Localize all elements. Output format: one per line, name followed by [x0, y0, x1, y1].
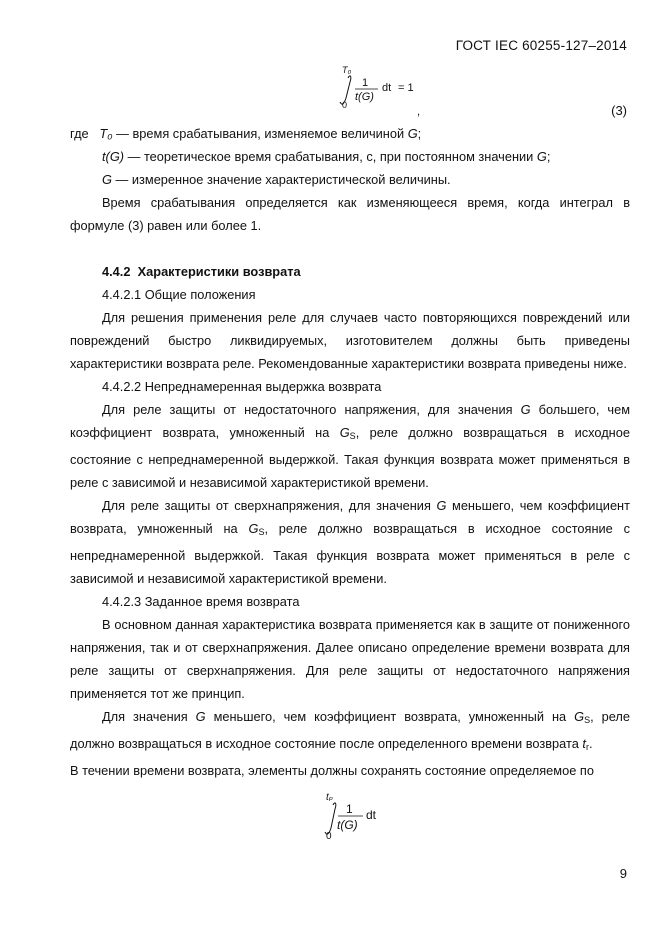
- punct: ;: [546, 149, 551, 164]
- definition-lead: где: [70, 126, 89, 141]
- paragraph-during-reset: В течении времени возврата, элементы должны сохранять состояние определяемое по: [70, 763, 594, 778]
- symbol-tr: t: [582, 736, 586, 751]
- subsection-heading-4-4-2-2: 4.4.2.2 Непреднамеренная выдержка возврата: [102, 379, 382, 394]
- paragraph-operate-time: Время срабатывания определяется как изменяющееся время, когда интеграл в формуле (3) равен или более 1.: [70, 195, 630, 233]
- paragraph-undervoltage: [70, 398, 630, 494]
- definition-tg-text: — теоретическое время срабатывания, с, при постоянном значении: [124, 149, 537, 164]
- definition-g: [70, 168, 630, 191]
- paragraph-value: [70, 705, 630, 759]
- text-part: меньшего, чем коэффициент возврата, умноженный на: [70, 498, 630, 536]
- definition-t0: [70, 122, 630, 145]
- fraction-numerator: 1: [346, 802, 353, 816]
- page-number: 9: [619, 866, 627, 881]
- subsection-heading-4-4-2-3: 4.4.2.3 Заданное время возврата: [102, 594, 300, 609]
- document-code-header: ГОСТ IEC 60255-127–2014: [455, 38, 627, 53]
- paragraph-general: Для решения применения реле для случаев часто повторяющихся повреждений или повреждений быстро ликвидируемых, изготовителем должны быть приведены характеристики возврата реле. Рекомендованные характеристики возврата приведены ниже.: [70, 310, 630, 371]
- text-part: , реле должно возвращаться в исходное состояние с непреднамеренной выдержкой. Такая функция возврата может применяться в реле с зависимой и независимой характеристикой времени.: [70, 521, 630, 586]
- text-part: меньшего, чем коэффициент возврата, умноженный на: [205, 709, 575, 724]
- formula-3-graphic: [334, 62, 424, 114]
- equation-number: (3): [611, 103, 627, 118]
- integral-lower-limit: 0: [326, 831, 332, 842]
- fraction-denominator: t(G): [337, 818, 358, 832]
- definition-tg: [70, 145, 630, 168]
- subscript-r: r: [585, 742, 589, 752]
- section-heading-4-4-2: [70, 260, 630, 283]
- text-part: , реле должно возвращаться в исходное состояние с непреднамеренной выдержкой. Такая функция возврата может применяться в реле с зависимой и независимой характеристикой времени.: [70, 425, 630, 490]
- symbol-gs: G: [248, 521, 259, 536]
- text-part: , реле должно возвращаться в исходное состояние после определенного времени возврата: [70, 709, 630, 751]
- symbol-gs: G: [574, 709, 585, 724]
- differential: dt: [382, 82, 392, 94]
- symbol-tg: t(G): [102, 149, 125, 164]
- integral-upper-limit: tₚ: [326, 792, 334, 803]
- formula-rhs: = 1: [398, 82, 414, 94]
- formula-reset: [318, 788, 398, 849]
- paragraph-basic: В основном данная характеристика возврата применяется как в защите от пониженного напряжения, так и от сверхнапряжения. Далее описано определение времени возврата для реле защиты от сверхнапряжения. Для реле защиты от недостаточного напряжения применяется тот же принцип.: [70, 617, 630, 701]
- symbol-g: G: [520, 402, 531, 417]
- symbol-g: G: [407, 126, 418, 141]
- paragraph-overvoltage: [70, 494, 630, 590]
- text-part: большего, чем коэффициент возврата, умноженный на: [70, 402, 631, 440]
- body-text: [70, 122, 630, 782]
- punct: ;: [417, 126, 422, 141]
- integral-lower-limit: 0: [342, 100, 348, 110]
- section-title: Характеристики возврата: [137, 264, 301, 279]
- formula-comma: ,: [417, 106, 421, 118]
- symbol-gs: G: [339, 425, 350, 440]
- symbol-g: G: [536, 149, 547, 164]
- formula-reset-graphic: [318, 788, 398, 844]
- definition-t0-text: — время срабатывания, изменяемое величиной: [112, 126, 408, 141]
- integral-upper-limit: T₀: [342, 65, 352, 75]
- text-part: Для реле защиты от недостаточного напряжения, для значения: [102, 402, 521, 417]
- definition-g-text: — измеренное значение характеристической величины.: [111, 172, 451, 187]
- symbol-t0: T₀: [99, 126, 113, 141]
- symbol-g: G: [195, 709, 206, 724]
- formula-3: [334, 62, 424, 119]
- text-part: Для реле защиты от сверхнапряжения, для значения: [102, 498, 437, 513]
- fraction-numerator: 1: [362, 77, 369, 89]
- subscript-s: S: [584, 715, 591, 725]
- symbol-g: G: [436, 498, 447, 513]
- differential: dt: [366, 808, 377, 822]
- subscript-s: S: [349, 431, 356, 441]
- section-number: 4.4.2: [102, 264, 131, 279]
- subscript-s: S: [258, 527, 265, 537]
- symbol-g: G: [102, 172, 112, 187]
- integral-sign: [325, 803, 336, 834]
- punct: .: [588, 736, 593, 751]
- text-part: Для значения: [102, 709, 196, 724]
- subsection-heading-4-4-2-1: 4.4.2.1 Общие положения: [102, 287, 256, 302]
- fraction-denominator: t(G): [355, 91, 374, 103]
